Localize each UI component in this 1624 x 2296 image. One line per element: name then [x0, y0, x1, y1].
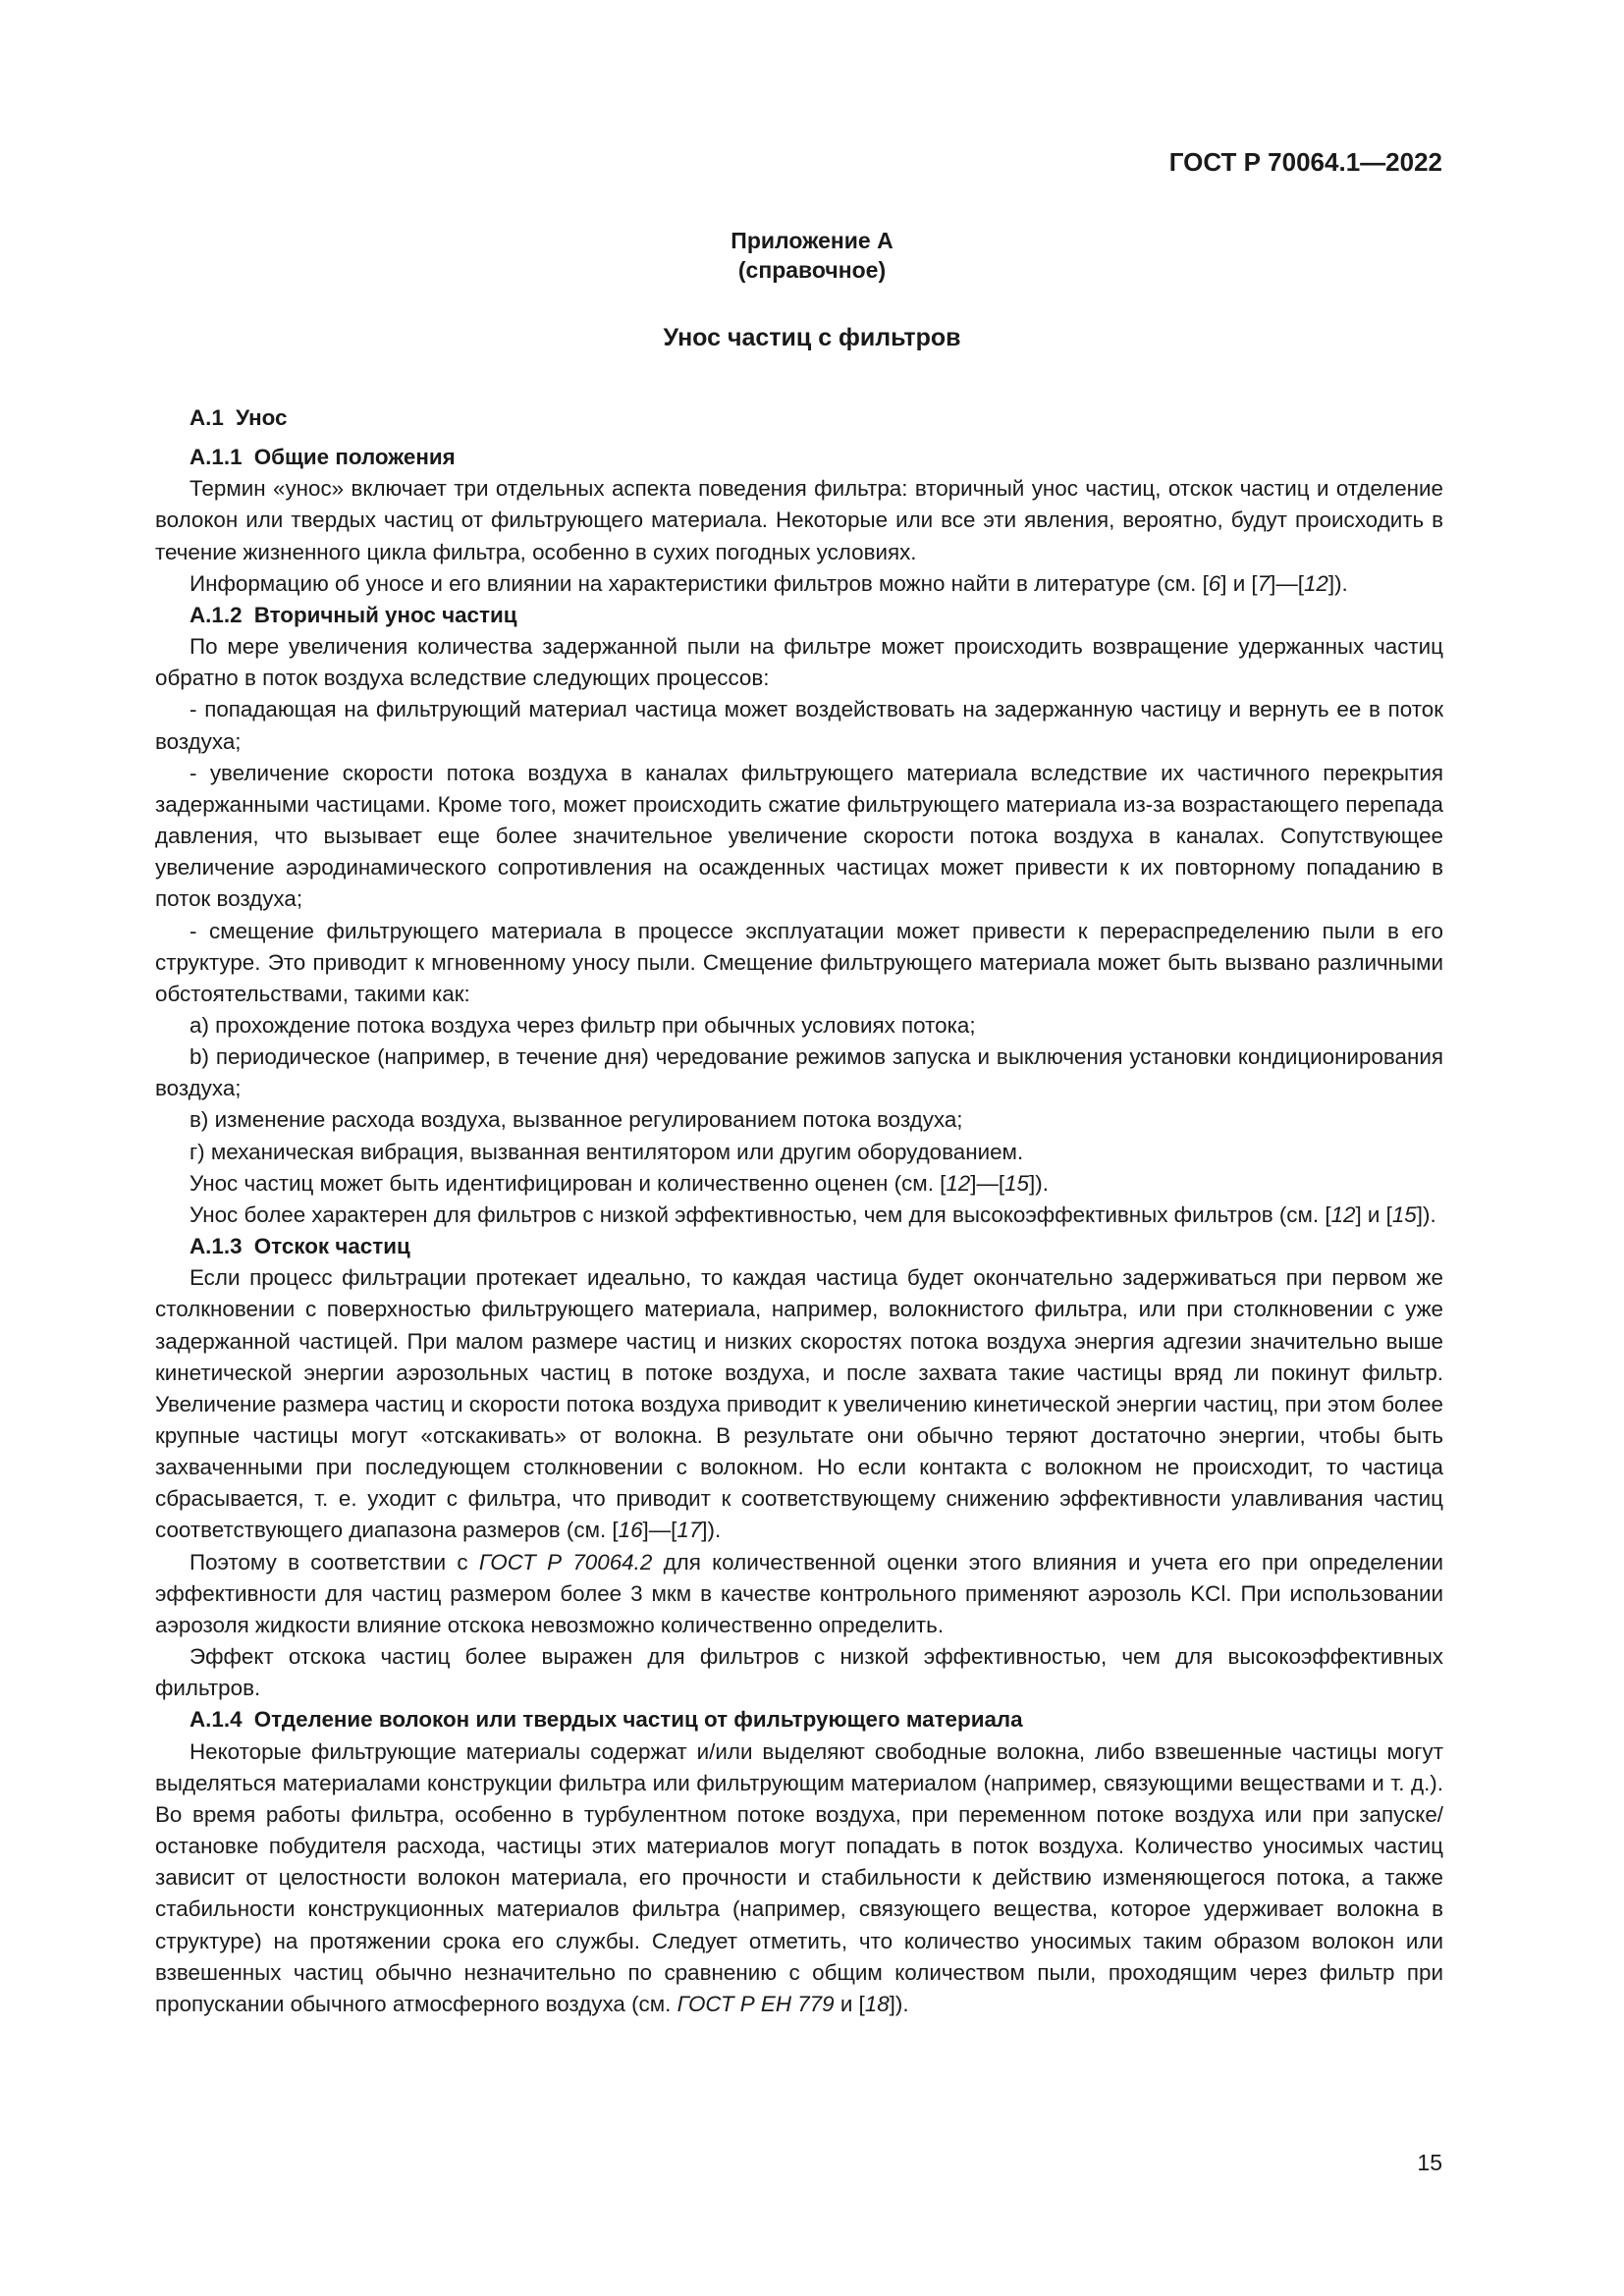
paragraph: Некоторые фильтрующие материалы содержат и/или выделяют свободные волокна, либо взвешенные частицы могут выделяться материалами конструкции фильтра или фильтрующим материалом (например, связующими веществами и т. д.). Во время работы фильтра, особенно в турбулентном потоке воздуха, при переменном потоке воздуха или при запуске/остановке побудителя расхода, частицы этих материалов могут попадать в поток воздуха. Количество уносимых частиц зависит от целостности волокон материала, его прочности и стабильности к действию изменяющегося потока, а также стабильности конструкционных материалов фильтра (например, связующего вещества, которое удерживает волокна в структуре) на протяжении срока его службы. Следует отметить, что количество уносимых таким образом волокон или взвешенных частиц обычно незначительно по сравнению с общим количеством пыли, проходящим через фильтр при пропускании обычного атмосферного воздуха (см. ГОСТ Р ЕН 779 и [18]).	[155, 1738, 1443, 2016]
standard-reference: ГОСТ Р ЕН 779	[677, 1991, 835, 2016]
reference: 17	[677, 1518, 702, 1543]
paragraph: Эффект отскока частиц более выражен для фильтров с низкой эффективностью, чем для высокоэффективных фильтров.	[155, 1644, 1443, 1701]
section-heading-a11: А.1.1 Общие положения	[189, 445, 456, 470]
paragraph: По мере увеличения количества задержанной пыли на фильтре может происходить возвращение удержанных частиц обратно в поток воздуха вследствие следующих процессов:	[155, 634, 1443, 691]
reference: 15	[1391, 1201, 1417, 1227]
reference: 12	[946, 1170, 971, 1196]
list-item: в) изменение расхода воздуха, вызванное регулированием потока воздуха;	[189, 1107, 963, 1133]
paragraph: Информацию об уносе и его влиянии на характеристики фильтров можно найти в литературе (см. [6] и [7]—[12]).	[189, 570, 1348, 596]
paragraph: Термин «унос» включает три отдельных аспекта поведения фильтра: вторичный унос частиц, отскок частиц и отделение волокон или твердых частиц от фильтрующего материала. Некоторые или все эти явления, вероятно, будут происходить в течение жизненного цикла фильтра, особенно в сухих погодных условиях.	[155, 476, 1443, 564]
annex-title: Унос частиц с фильтров	[663, 324, 961, 351]
section-heading-a13: А.1.3 Отскок частиц	[189, 1234, 410, 1259]
annex-label: Приложение А	[731, 228, 893, 253]
paragraph: Поэтому в соответствии с ГОСТ Р 70064.2 для количественной оценки этого влияния и учета его при определении эффективности для частиц размером более 3 мкм в качестве контрольного применяют аэрозоль KCl. При использовании аэрозоля жидкости влияние отскока невозможно количественно определить.	[155, 1549, 1443, 1637]
document-body	[155, 402, 1443, 2020]
annex-status: (справочное)	[737, 257, 887, 283]
paragraph: - увеличение скорости потока воздуха в каналах фильтрующего материала вследствие их частичного перекрытия задержанными частицами. Кроме того, может происходить сжатие фильтрующего материала из-за возрастающего перепада давления, что вызывает еще более значительное увеличение скорости потока воздуха в каналах. Сопутствующее увеличение аэродинамического сопротивления на осажденных частицах может привести к их повторному попаданию в поток воздуха;	[155, 760, 1443, 912]
paragraph: - попадающая на фильтрующий материал частица может воздействовать на задержанную частицу и вернуть ее в поток воздуха;	[155, 697, 1443, 754]
section-heading-a1: А.1 Унос	[189, 405, 288, 430]
annex-heading	[0, 226, 1624, 285]
section-heading-a14: А.1.4 Отделение волокон или твердых частиц от фильтрующего материала	[189, 1707, 1023, 1733]
reference: 15	[1004, 1170, 1030, 1196]
reference: 6	[1208, 570, 1221, 596]
document-id: ГОСТ Р 70064.1—2022	[1168, 147, 1442, 177]
standard-reference: ГОСТ Р 70064.2	[478, 1549, 653, 1575]
paragraph: Если процесс фильтрации протекает идеально, то каждая частица будет окончательно задерживаться при первом же столкновении с поверхностью фильтрующего материала, например, волокнистого фильтра, или при столкновении с уже задержанной частицей. При малом размере частиц и низких скоростях потока воздуха энергия адгезии значительно выше кинетической энергии аэрозольных частиц в потоке воздуха, и после захвата такие частицы вряд ли покинут фильтр. Увеличение размера частиц и скорости потока воздуха приводит к увеличению кинетической энергии частиц, при этом более крупные частицы могут «отскакивать» от волокна. В результате они обычно теряют достаточно энергии, чтобы быть захваченными при последующем столкновении с волокном. Но если контакта с волокном не происходит, то частица сбрасывается, т. е. уходит с фильтра, что приводит к соответствующему снижению эффективности улавливания частиц соответствующего диапазона размеров (см. [16]—[17]).	[155, 1265, 1443, 1543]
reference: 7	[1257, 570, 1271, 596]
list-item: а) прохождение потока воздуха через фильтр при обычных условиях потока;	[189, 1012, 976, 1038]
reference: 16	[618, 1518, 643, 1543]
paragraph: - смещение фильтрующего материала в процессе эксплуатации может привести к перераспределению пыли в его структуре. Это приводит к мгновенному уносу пыли. Смещение фильтрующего материала может быть вызвано различными обстоятельствами, такими как:	[155, 918, 1443, 1006]
list-item: г) механическая вибрация, вызванная вентилятором или другим оборудованием.	[189, 1139, 1024, 1164]
reference: 18	[864, 1991, 890, 2016]
reference: 12	[1330, 1201, 1356, 1227]
reference: 12	[1303, 570, 1328, 596]
section-heading-a12: А.1.2 Вторичный унос частиц	[189, 602, 517, 627]
paragraph: Унос частиц может быть идентифицирован и количественно оценен (см. [12]—[15]).	[189, 1170, 1049, 1196]
list-item: b) периодическое (например, в течение дня) чередование режимов запуска и выключения установки кондиционирования воздуха;	[155, 1044, 1443, 1101]
paragraph: Унос более характерен для фильтров с низкой эффективностью, чем для высокоэффективных фильтров (см. [12] и [15]).	[189, 1201, 1436, 1227]
page-number: 15	[1417, 2150, 1442, 2175]
